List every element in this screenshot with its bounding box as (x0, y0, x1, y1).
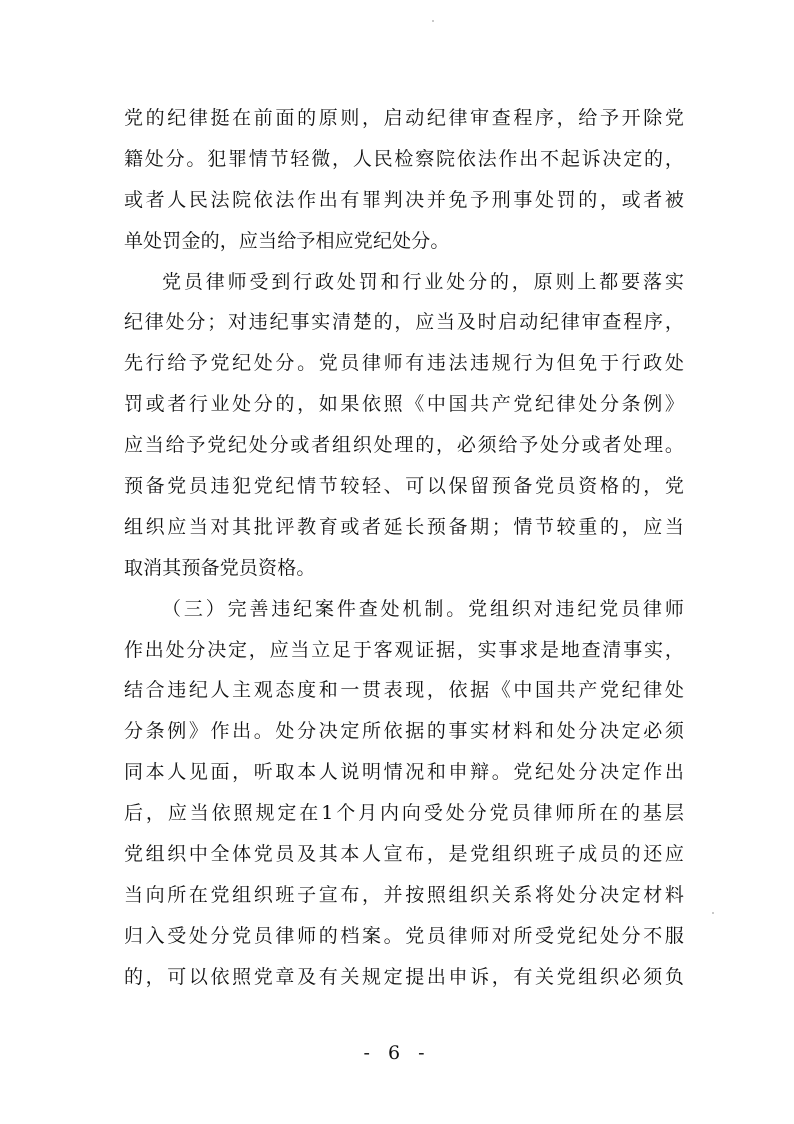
text-line: 组织应当对其批评教育或者延长预备期；情节较重的，应当 (124, 515, 684, 538)
text-line: 归入受处分党员律师的档案。党员律师对所受党纪处分不服 (124, 924, 684, 947)
text-line: 后，应当依照规定在1个月内向受处分党员律师所在的基层 (124, 802, 684, 825)
body-text (124, 98, 684, 998)
text-line: 同本人见面，听取本人说明情况和申辩。党纪处分决定作出 (124, 761, 684, 784)
text-line: 籍处分。犯罪情节轻微，人民检察院依法作出不起诉决定的， (124, 147, 684, 170)
text-line: 党的纪律挺在前面的原则，启动纪律审查程序，给予开除党 (124, 107, 684, 129)
text-line: 当向所在党组织班子宣布，并按照组织关系将处分决定材料 (124, 883, 684, 906)
text-line: 分条例》作出。处分决定所依据的事实材料和处分决定必须 (124, 720, 684, 743)
text-line: 或者人民法院依法作出有罪判决并免予刑事处罚的，或者被 (124, 188, 684, 211)
text-line: 的，可以依照党章及有关规定提出申诉，有关党组织必须负 (124, 965, 684, 988)
scan-speck (712, 912, 714, 914)
page-number: - 6 - (363, 1042, 431, 1064)
text-line: 作出处分决定，应当立足于客观证据，实事求是地查清事实， (124, 638, 684, 661)
text-line: 纪律处分；对违纪事实清楚的，应当及时启动纪律审查程序， (124, 311, 684, 334)
text-line: 预备党员违犯党纪情节较轻、可以保留预备党员资格的，党 (124, 475, 684, 498)
paragraph (124, 262, 684, 589)
text-line: 单处罚金的，应当给予相应党纪处分。 (124, 229, 450, 252)
text-line: 结合违纪人主观态度和一贯表现，依据《中国共产党纪律处 (124, 679, 684, 702)
text-line: 应当给予党纪处分或者组织处理的，必须给予处分或者处理。 (124, 434, 684, 457)
paragraph (124, 589, 684, 998)
text-line: （三）完善违纪案件查处机制。党组织对违纪党员律师 (162, 597, 684, 620)
text-line: 党组织中全体党员及其本人宣布，是党组织班子成员的还应 (124, 843, 684, 866)
text-line: 先行给予党纪处分。党员律师有违法违规行为但免于行政处 (124, 352, 684, 375)
text-line: 罚或者行业处分的，如果依照《中国共产党纪律处分条例》 (124, 393, 684, 416)
scan-speck (432, 20, 434, 22)
text-line: 取消其预备党员资格。 (124, 556, 316, 579)
paragraph (124, 98, 684, 262)
text-line: 党员律师受到行政处罚和行业处分的，原则上都要落实 (162, 270, 684, 293)
